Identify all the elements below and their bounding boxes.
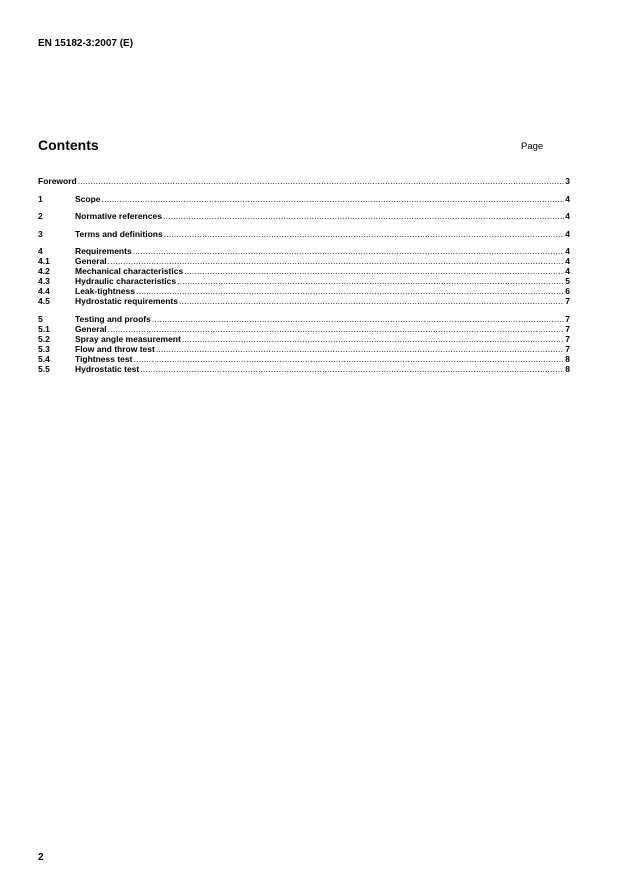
toc-page: 4 [565,211,570,221]
page-number: 2 [38,852,44,863]
toc-entry-4-5[interactable] [38,296,570,306]
toc-title: Leak-tightness [75,286,135,296]
toc-title: General [75,256,107,266]
toc-leader [136,286,564,296]
toc-leader [152,314,564,324]
toc-number: 5 [38,313,43,324]
toc-number: 4.1 [38,256,50,266]
toc-page: 5 [565,276,570,286]
toc-number: 3 [38,228,43,239]
toc-entry-4-3[interactable] [38,276,570,286]
toc-number: 5.3 [38,343,50,354]
toc-page: 4 [565,193,570,204]
toc-entry-4-4[interactable] [38,286,570,296]
toc-title: Terms and definitions [75,228,163,239]
toc-title: Requirements [75,246,132,256]
toc-title: General [75,323,107,334]
toc-page: 4 [565,256,570,266]
toc-entry-4-1[interactable] [38,256,570,266]
toc-entry-5-1[interactable] [38,324,570,334]
toc-entry-1[interactable] [38,194,570,204]
toc-title: Foreword [38,176,77,186]
toc-entry-3[interactable] [38,229,570,239]
toc-entry-foreword[interactable] [38,176,570,186]
toc-page: 8 [565,353,570,364]
toc-leader [108,324,565,334]
toc-entry-5[interactable] [38,314,570,324]
toc-leader [184,266,564,276]
toc-title: Mechanical characteristics [75,266,184,276]
toc-page: 7 [565,296,570,306]
toc-page: 7 [565,333,570,344]
toc-title: Hydraulic characteristics [75,276,177,286]
toc-title: Scope [75,193,101,204]
toc-number: 2 [38,211,43,221]
toc-page: 8 [565,363,570,374]
toc-leader [163,211,564,221]
toc-leader [177,276,564,286]
toc-number: 4.5 [38,296,50,306]
toc-number: 1 [38,193,43,204]
toc-page: 3 [565,176,570,186]
toc-entry-4-2[interactable] [38,266,570,276]
toc-number: 4.3 [38,276,50,286]
toc-leader [108,256,565,266]
toc-title: Tightness test [75,353,133,364]
toc-number: 4 [38,246,43,256]
page-column-label: Page [521,141,544,152]
document-id: EN 15182-3:2007 (E) [38,38,134,49]
toc-page: 7 [565,343,570,354]
toc-page: 6 [565,286,570,296]
toc-leader [78,176,565,186]
toc-leader [156,344,564,354]
toc-number: 5.5 [38,363,50,374]
toc-leader [179,296,564,306]
table-of-contents [38,176,570,374]
toc-leader [102,194,565,204]
toc-entry-5-3[interactable] [38,344,570,354]
toc-entry-5-4[interactable] [38,354,570,364]
toc-page: 4 [565,266,570,276]
toc-page: 7 [565,323,570,334]
toc-leader [140,364,564,374]
toc-page: 7 [565,313,570,324]
toc-title: Flow and throw test [75,343,155,354]
toc-leader [182,334,564,344]
toc-leader [133,354,564,364]
contents-heading: Contents [38,137,99,153]
toc-entry-2[interactable] [38,211,570,221]
toc-entry-5-2[interactable] [38,334,570,344]
toc-leader [133,246,565,256]
toc-page: 4 [565,228,570,239]
toc-number: 4.4 [38,286,50,296]
toc-entry-4[interactable] [38,246,570,256]
toc-entry-5-5[interactable] [38,364,570,374]
toc-leader [164,229,565,239]
toc-number: 5.1 [38,323,50,334]
toc-title: Spray angle measurement [75,333,181,344]
toc-number: 4.2 [38,266,50,276]
toc-number: 5.4 [38,353,50,364]
toc-title: Hydrostatic requirements [75,296,178,306]
toc-page: 4 [565,246,570,256]
toc-title: Hydrostatic test [75,363,140,374]
toc-number: 5.2 [38,333,50,344]
toc-title: Normative references [75,211,162,221]
toc-title: Testing and proofs [75,313,151,324]
